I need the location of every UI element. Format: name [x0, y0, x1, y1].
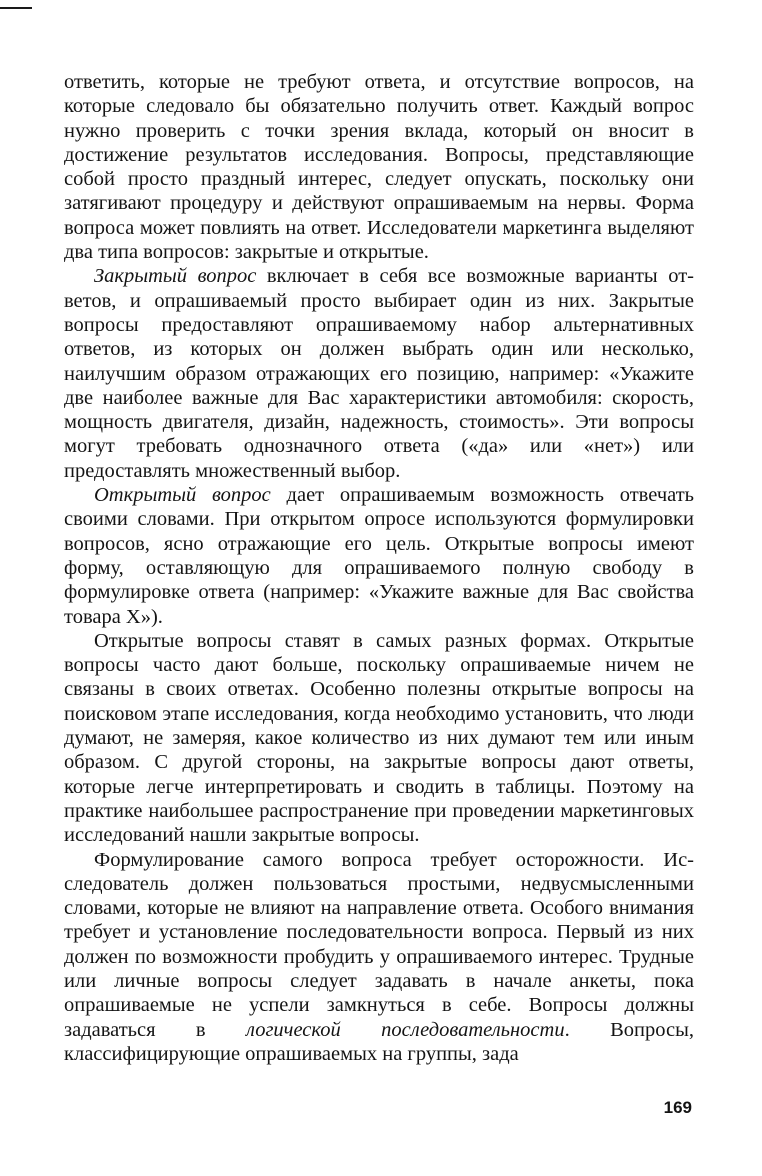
paragraph-question-wording [64, 848, 694, 1067]
emphasis-logical-sequence: логической последовательности [246, 1018, 565, 1041]
paragraph-closed-question-text: включает в себя все возможные варианты ответов, и опрашиваемый просто выбирает один из них. Закрытые вопросы предоставляют опрашиваемому набор альтернативных ответов, из которых он должен выбрать один или несколько, наилучшим образом отражающих его позицию, например: «Укажите две наиболее важные для Вас характеристики автомобиля: скорость, мощность двигателя, дизайн, надежность, стоимость». Эти вопросы могут требовать однозначного ответа («да» или «нет») или предоставлять множественный выбор. [64, 265, 694, 482]
paragraph-question-wording-text: Формулирование самого вопроса требует осторожности. Исследователь должен пользоваться простыми, недвусмысленными словами, которые не влияют на направление ответа. Особого внимания требует и установление последовательности вопроса. Первый из них должен по возможности пробудить у опрашиваемого интерес. Трудные или личные вопросы следует задавать в начале анкеты, пока опрашиваемые не успели замкнуться в себе. Вопросы должны задаваться в [64, 848, 694, 1041]
paragraph-open-question-forms: Открытые вопросы ставят в самых разных формах. Открытые вопросы часто дают больше, поскольку опрашиваемые ничем не связаны в своих ответах. Особенно полезны открытые вопросы на поисковом этапе исследования, когда необходимо установить, что люди думают, не замеряя, какое количество из них думают тем или иным образом. С другой стороны, на закрытые вопросы дают ответы, которые легче интерпретировать и сводить в таблицы. Поэтому на практике наибольшее распространение при проведении маркетинговых исследований нашли закрытые вопросы. [64, 629, 694, 847]
book-page-text [64, 70, 694, 1066]
term-closed-question: Закрытый вопрос [94, 265, 257, 288]
page-number: 169 [663, 1098, 692, 1117]
paragraph-open-question-text: дает опрашиваемым возможность отвечать своими словами. При открытом опросе используются формулировки вопросов, ясно отражающие его цель. Открытые вопросы имеют форму, оставляющую для опрашиваемого полную свободу в формулировке ответа (например: «Укажите важные для Вас свойства товара X»). [64, 484, 695, 628]
paragraph-closed-question [64, 264, 694, 483]
paragraph-open-question [64, 483, 694, 629]
paragraph-continuation: ответить, которые не требуют ответа, и отсутствие вопросов, на которые следовало бы обязательно получить ответ. Каждый вопрос нужно проверить с точки зрения вклада, который он вносит в достижение результатов исследования. Вопросы, представляющие собой просто праздный интерес, следует опускать, поскольку они затягивают процедуру и действуют опрашиваемым на нервы. Форма вопроса может повлиять на ответ. Исследователи маркетинга выделяют два типа вопросов: закрытые и открытые. [64, 71, 694, 264]
top-margin-rule [0, 7, 32, 9]
term-open-question: Открытый вопрос [94, 484, 271, 507]
paragraph-question-wording-tail: . Вопросы, классифицирующие опрашиваемых на группы, зада [64, 1018, 695, 1065]
